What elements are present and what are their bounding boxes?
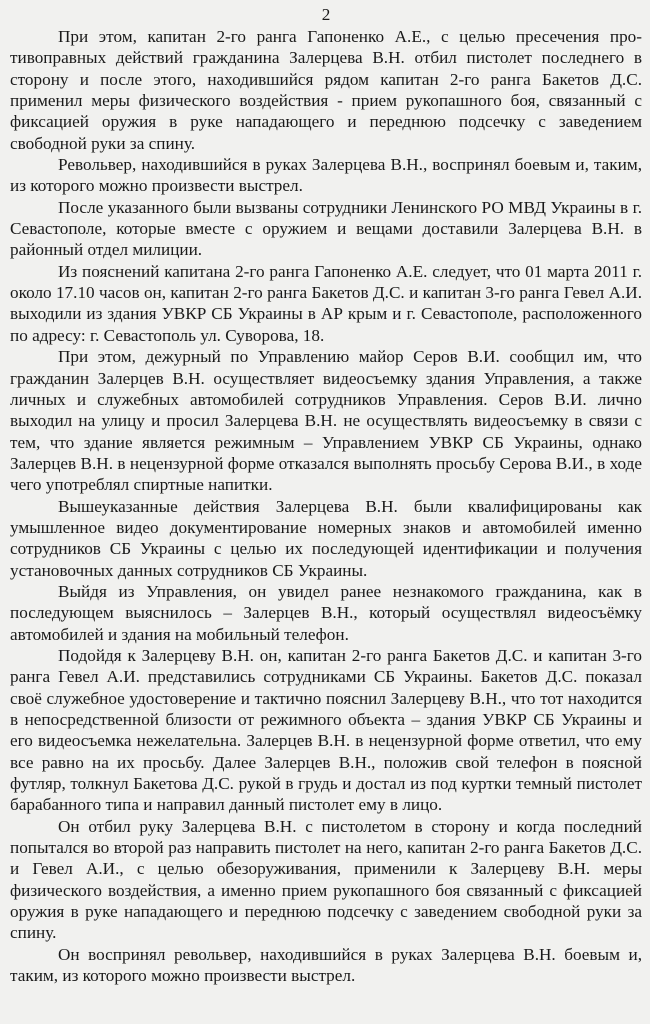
paragraph: Револьвер, находившийся в руках Залерцева В.Н., воспринял боевым и, таким, из которого можно произвести выстрел. (10, 155, 642, 196)
paragraph: Вышеуказанные действия Залерцева В.Н. были квалифицированы как умышленное видео документирование номерных знаков и автомобилей именно сотрудников СБ Украины с целью их последующей идентификации и получения установочных данных сотрудников СБ Украины. (10, 496, 642, 580)
paragraph: Из пояснений капитана 2-го ранга Гапоненко А.Е. следует, что 01 марта 2011 г. около 17.10 часов он, капитан 2-го ранга Бакетов Д.С. и капитан 3-го ранга Гевел А.И. выходили из здания УВКР СБ Украины в АР крым и г. Севастополе, расположенного по адресу: г. Севастополь ул. Суворова, 18. (10, 261, 642, 345)
paragraph: Он воспринял револьвер, находившийся в руках Залерцева В.Н. боевым и, таким, из которого можно произвести выстрел. (10, 944, 642, 986)
page-number: 2 (321, 5, 331, 24)
paragraph: Он отбил руку Залерцева В.Н. с пистолетом в сторону и когда последний попытался во второй раз направить пистолет на него, капитан 2-го ранга Бакетов Д.С. и Гевел А.И., с целью обезоруживания, применили к Залерцеву В.Н. меры физического воздействия, а именно прием рукопашного боя связанный с фиксацией оружия в руке нападающего и переднюю подсечку с заведением свободной руки за спину. (10, 816, 642, 943)
paragraph: При этом, дежурный по Управлению майор Серов В.И. сообщил им, что гражданин Залерцев В.Н. осуществляет видеосъемку здания Управления, а также личных и служебных автомобилей сотрудников Управления. Серов В.И. лично выходил на улицу и просил Залерцева В.Н. не осуществлять видеосъемку в связи с тем, что здание является режимным – Управлением УВКР СБ Украины, однако Залерцев В.Н. в нецензурной форме отказался выполнять просьбу Серова В.И., в ходе чего употреблял спиртные напитки. (10, 347, 642, 495)
paragraph: При этом, капитан 2-го ранга Гапоненко А.Е., с целью пресечения противоправных действий гражданина Залерцева В.Н. отбил пистолет последнего в сторону и после этого, находившийся рядом капитан 2-го ранга Бакетов Д.С. применил меры физического воздействия - прием рукопашного боя, связанный с фиксацией оружия в руке нападающего и переднюю подсечку с заведением свободной руки за спину. (10, 27, 642, 153)
paragraph: Выйдя из Управления, он увидел ранее незнакомого гражданина, как в последующем выяснилось – Залерцев В.Н., который осуществлял видеосъёмку автомобилей и здания на мобильный телефон. (10, 581, 642, 644)
paragraph: Подойдя к Залерцеву В.Н. он, капитан 2-го ранга Бакетов Д.С. и капитан 3-го ранга Гевел А.И. представились сотрудниками СБ Украины. Бакетов Д.С. показал своё служебное удостоверение и тактично пояснил Залерцеву В.Н., что тот находится в непосредственной близости от режимного объекта – здания УВКР СБ Украины и его видеосъемка нежелательна. Залерцев В.Н. в нецензурной форме ответил, что ему все равно на их просьбу. Далее Залерцев В.Н., положив свой телефон в поясной футляр, толкнул Бакетова Д.С. рукой в грудь и достал из под куртки темный пистолет барабанного типа и направил данный пистолет ему в лицо. (10, 645, 642, 815)
paragraph: После указанного были вызваны сотрудники Ленинского РО МВД Украины в г. Севастополе, которые вместе с оружием и вещами доставили Залерцева В.Н. в районный отдел милиции. (10, 197, 642, 260)
